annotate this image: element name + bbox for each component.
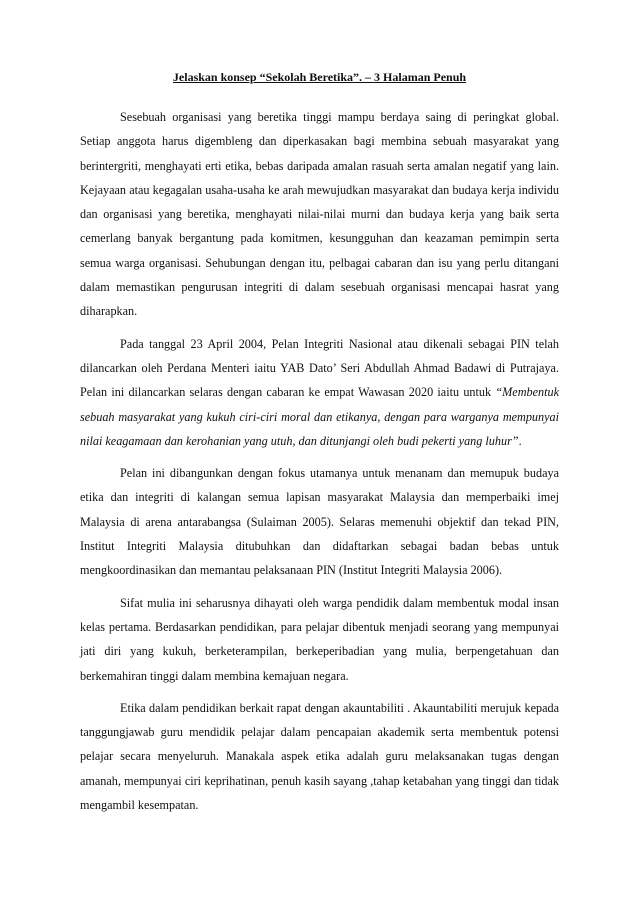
paragraph-text: Etika dalam pendidikan berkait rapat dengan akauntabiliti . Akauntabiliti merujuk kepada tanggungjawab guru mendidik pelajar dalam pencapaian akademik serta membentuk potensi pelajar secara menyeluruh. Manakala aspek etika adalah guru melaksanakan tugas dengan amanah, mempunyai ciri keprihatinan, penuh kasih sayang ,tahap ketabahan yang tinggi dan tidak mengambil kesempatan. bbox=[80, 700, 559, 813]
paragraph-text: Sifat mulia ini seharusnya dihayati oleh warga pendidik dalam membentuk modal insan kelas pertama. Berdasarkan pendidikan, para pelajar dibentuk menjadi seorang yang mempunyai jati diri yang kukuh, berketerampilan, berkeperibadian yang mulia, berpengetahuan dan berkemahiran tinggi dalam membina kemajuan negara. bbox=[80, 595, 559, 683]
paragraph-4 bbox=[80, 591, 559, 688]
paragraph-text: Sesebuah organisasi yang beretika tinggi mampu berdaya saing di peringkat global. Setiap anggota harus digembleng dan diperkasakan bagi membina sebuah masyarakat yang berintergriti, menghayati erti etika, bebas daripada amalan rasuah serta amalan negatif yang lain. Kejayaan atau kegagalan usaha-usaha ke arah mewujudkan masyarakat dan budaya kerja individu dan organisasi yang beretika, menghayati nilai-nilai murni dan budaya kerja yang baik serta cemerlang banyak bergantung pada komitmen, kesungguhan dan keazaman pemimpin serta semua warga organisasi. Sehubungan dengan itu, pelbagai cabaran dan isu yang perlu ditangani dalam memastikan pengurusan integriti di dalam sesebuah organisasi mencapai hasrat yang diharapkan. bbox=[80, 110, 559, 319]
paragraph-text: Pada tanggal 23 April 2004, Pelan Integriti Nasional atau dikenali sebagai PIN telah dilancarkan oleh Perdana Menteri iaitu YAB Dato’ Seri Abdullah Ahmad Badawi di Putrajaya. Pelan ini dilancarkan selaras dengan cabaran ke empat Wawasan 2020 iaitu untuk bbox=[80, 336, 559, 400]
paragraph-2 bbox=[80, 332, 559, 453]
paragraph-text: Pelan ini dibangunkan dengan fokus utamanya untuk menanam dan memupuk budaya etika dan integriti di kalangan semua lapisan masyarakat Malaysia dan memperbaiki imej Malaysia di arena antarabangsa (Sulaiman 2005). Selaras memenuhi objektif dan tekad PIN, Institut Integriti Malaysia ditubuhkan dan didaftarkan sebagai badan bebas untuk mengkoordinasikan dan memantau pelaksanaan PIN (Institut Integriti Malaysia 2006). bbox=[80, 466, 559, 578]
paragraph-quote: “Membentuk sebuah masyarakat yang kukuh ciri-ciri moral dan etikanya, dengan para warganya mempunyai nilai keagamaan dan kerohanian yang utuh, dan ditunjangi oleh budi pekerti yang luhur” bbox=[80, 385, 559, 448]
document-title: Jelaskan konsep “Sekolah Beretika”. – 3 Halaman Penuh bbox=[172, 70, 467, 84]
paragraph-5 bbox=[80, 696, 559, 817]
paragraph-text-end: . bbox=[518, 433, 522, 448]
paragraph-1 bbox=[80, 105, 559, 324]
paragraph-3 bbox=[80, 461, 559, 582]
